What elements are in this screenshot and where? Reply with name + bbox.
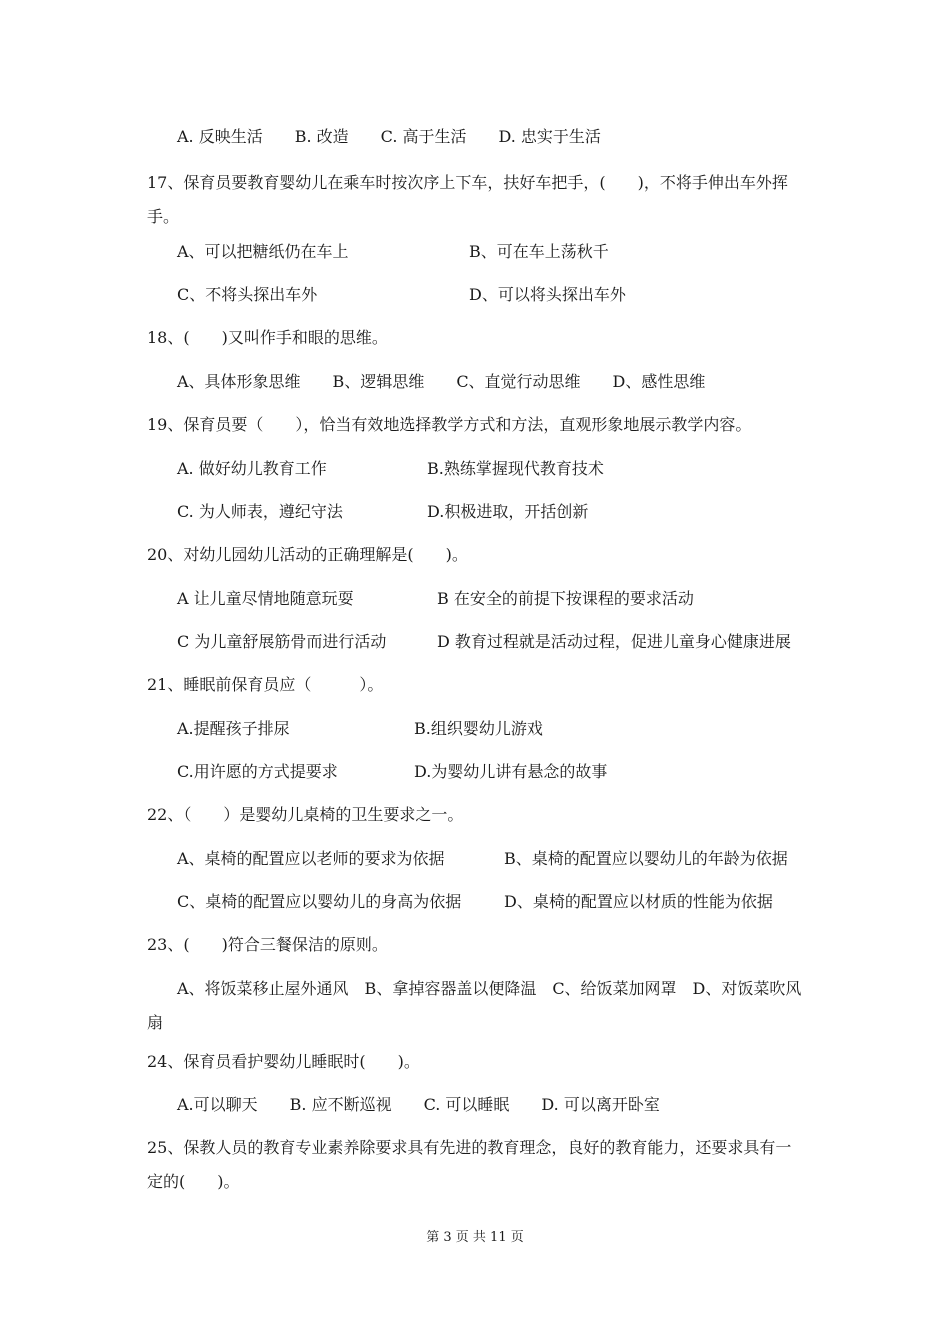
q21-stem: 21、睡眠前保育员应（ ）。	[147, 675, 384, 694]
q24-options: A.可以聊天 B. 应不断巡视 C. 可以睡眠 D. 可以离开卧室	[177, 1095, 660, 1114]
q22-option-c: C、桌椅的配置应以婴幼儿的身高为依据	[177, 892, 462, 911]
page-footer: 第 3 页 共 11 页	[426, 1230, 524, 1245]
q25-stem: 25、保教人员的教育专业素养除要求具有先进的教育理念，良好的教育能力，还要求具有一定的( )。	[147, 1138, 792, 1191]
q19-option-d: D.积极进取，开括创新	[427, 502, 589, 521]
q21-option-d: D.为婴幼儿讲有悬念的故事	[414, 762, 608, 781]
q20-option-a: A 让儿童尽情地随意玩耍	[177, 589, 354, 608]
q22-stem: 22、（ ）是婴幼儿桌椅的卫生要求之一。	[147, 805, 464, 824]
q18-options: A、具体形象思维 B、逻辑思维 C、直觉行动思维 D、感性思维	[177, 372, 706, 391]
q19-option-b: B.熟练掌握现代教育技术	[427, 459, 604, 478]
q22-option-a: A、桌椅的配置应以老师的要求为依据	[177, 849, 445, 868]
q23-stem: 23、( )符合三餐保洁的原则。	[147, 935, 388, 954]
q22-option-d: D、桌椅的配置应以材质的性能为依据	[504, 892, 773, 911]
q19-option-c: C. 为人师表，遵纪守法	[177, 502, 343, 521]
q22-option-b: B、桌椅的配置应以婴幼儿的年龄为依据	[504, 849, 788, 868]
q17-option-d: D、可以将头探出车外	[469, 285, 626, 304]
q20-option-d: D 教育过程就是活动过程，促进儿童身心健康进展	[437, 632, 791, 651]
q18-stem: 18、( )又叫作手和眼的思维。	[147, 328, 388, 347]
q23-options: A、将饭菜移止屋外通风 B、拿掉容器盖以便降温 C、给饭菜加网罩 D、对饭菜吹风扇	[147, 979, 802, 1032]
q16-options: A. 反映生活 B. 改造 C. 高于生活 D. 忠实于生活	[177, 127, 601, 146]
q24-stem: 24、保育员看护婴幼儿睡眠时( )。	[147, 1052, 420, 1071]
q17-option-c: C、不将头探出车外	[177, 285, 318, 304]
q20-option-b: B 在安全的前提下按课程的要求活动	[437, 589, 694, 608]
q17-option-b: B、可在车上荡秋千	[469, 242, 609, 261]
q20-option-c: C 为儿童舒展筋骨而进行活动	[177, 632, 387, 651]
q19-stem: 19、保育员要（ ），恰当有效地选择教学方式和方法，直观形象地展示教学内容。	[147, 415, 752, 434]
q21-option-b: B.组织婴幼儿游戏	[414, 719, 543, 738]
q17-option-a: A、可以把糖纸仍在车上	[177, 242, 349, 261]
q21-option-c: C.用许愿的方式提要求	[177, 762, 338, 781]
q19-option-a: A. 做好幼儿教育工作	[177, 459, 327, 478]
q20-stem: 20、对幼儿园幼儿活动的正确理解是( )。	[147, 545, 468, 564]
q21-option-a: A.提醒孩子排尿	[177, 719, 290, 738]
q17-stem: 17、保育员要教育婴幼儿在乘车时按次序上下车，扶好车把手，( )，不将手伸出车外挥手。	[147, 173, 788, 226]
